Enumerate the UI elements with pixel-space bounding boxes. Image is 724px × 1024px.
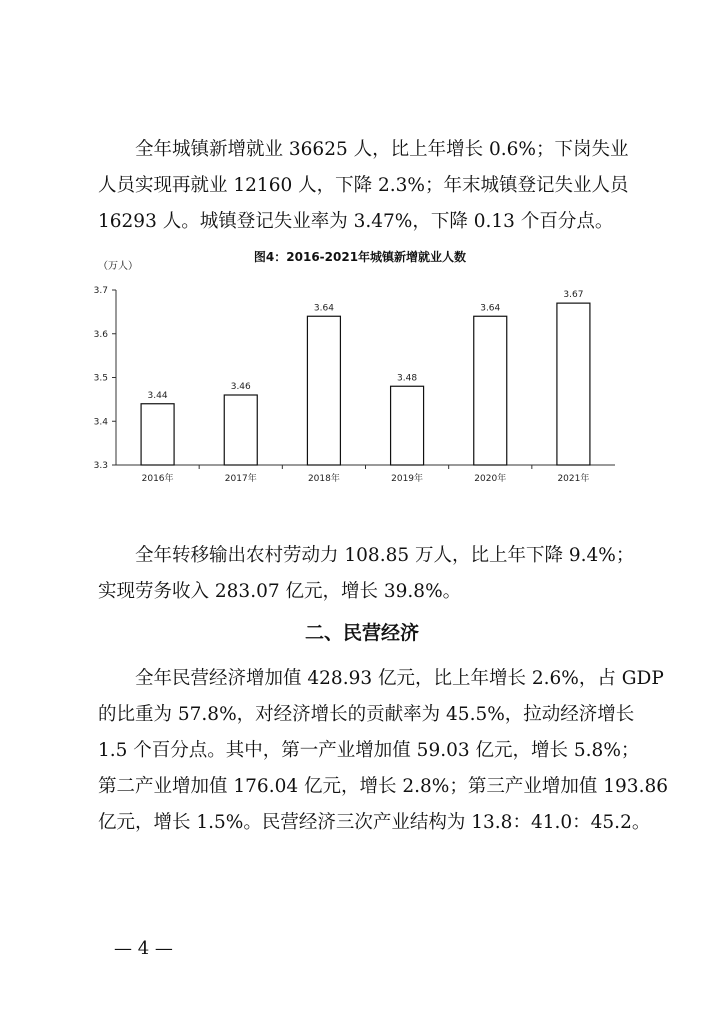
paragraph-line: 人员实现再就业 12160 人，下降 2.3%；年末城镇登记失业人员 (98, 175, 629, 196)
section-heading: 二、民营经济 (304, 622, 419, 644)
paragraph-line: 亿元，增长 1.5%。民营经济三次产业结构为 13.8：41.0：45.2。 (98, 812, 651, 833)
paragraph-line: 第二产业增加值 176.04 亿元，增长 2.8%；第三产业增加值 193.86 (98, 776, 668, 797)
x-tick-label: 2017年 (224, 474, 257, 484)
chart-bars (141, 290, 590, 465)
bar-value-label: 3.67 (563, 290, 584, 301)
y-tick-label: 3.3 (93, 461, 108, 471)
paragraph-line: 的比重为 57.8%，对经济增长的贡献率为 45.5%，拉动经济增长 (98, 704, 635, 725)
paragraph-line: 1.5 个百分点。其中，第一产业增加值 59.03 亿元，增长 5.8%； (98, 740, 640, 761)
bar (141, 404, 174, 465)
page-number: — 4 — (114, 938, 173, 959)
x-tick-label: 2020年 (474, 474, 507, 484)
y-tick-label: 3.7 (93, 286, 108, 296)
employment-bar-chart (90, 245, 640, 495)
paragraph-private-economy (98, 661, 668, 841)
x-tick-label: 2018年 (307, 474, 340, 484)
paragraph-line: 16293 人。城镇登记失业率为 3.47%，下降 0.13 个百分点。 (98, 211, 614, 232)
paragraph-rural-labor (98, 538, 638, 610)
paragraph-line: 实现劳务收入 283.07 亿元，增长 39.8%。 (98, 581, 462, 602)
x-tick-label: 2016年 (141, 474, 174, 484)
bar (224, 395, 257, 465)
chart-unit-label: （万人） (98, 261, 138, 272)
paragraph-line: 全年转移输出农村劳动力 108.85 万人，比上年下降 9.4%； (135, 545, 635, 566)
bar (474, 316, 507, 465)
paragraph-employment (98, 132, 638, 240)
bar (557, 303, 590, 465)
bar (307, 316, 340, 465)
bar-value-label: 3.64 (313, 303, 334, 314)
y-tick-label: 3.5 (93, 373, 108, 384)
bar-value-label: 3.48 (397, 373, 418, 384)
bar-value-label: 3.46 (230, 382, 251, 392)
chart-title: 图4：2016-2021年城镇新增就业人数 (253, 250, 467, 264)
bar-value-label: 3.64 (480, 303, 501, 314)
x-tick-label: 2021年 (557, 474, 590, 484)
y-tick-label: 3.6 (93, 329, 108, 340)
bar-value-label: 3.44 (147, 390, 168, 401)
x-tick-label: 2019年 (391, 474, 424, 484)
bar (391, 386, 424, 465)
paragraph-line: 全年民营经济增加值 428.93 亿元，比上年增长 2.6%，占 GDP (135, 668, 664, 689)
paragraph-line: 全年城镇新增就业 36625 人，比上年增长 0.6%；下岗失业 (135, 139, 629, 160)
y-tick-label: 3.4 (93, 417, 108, 428)
